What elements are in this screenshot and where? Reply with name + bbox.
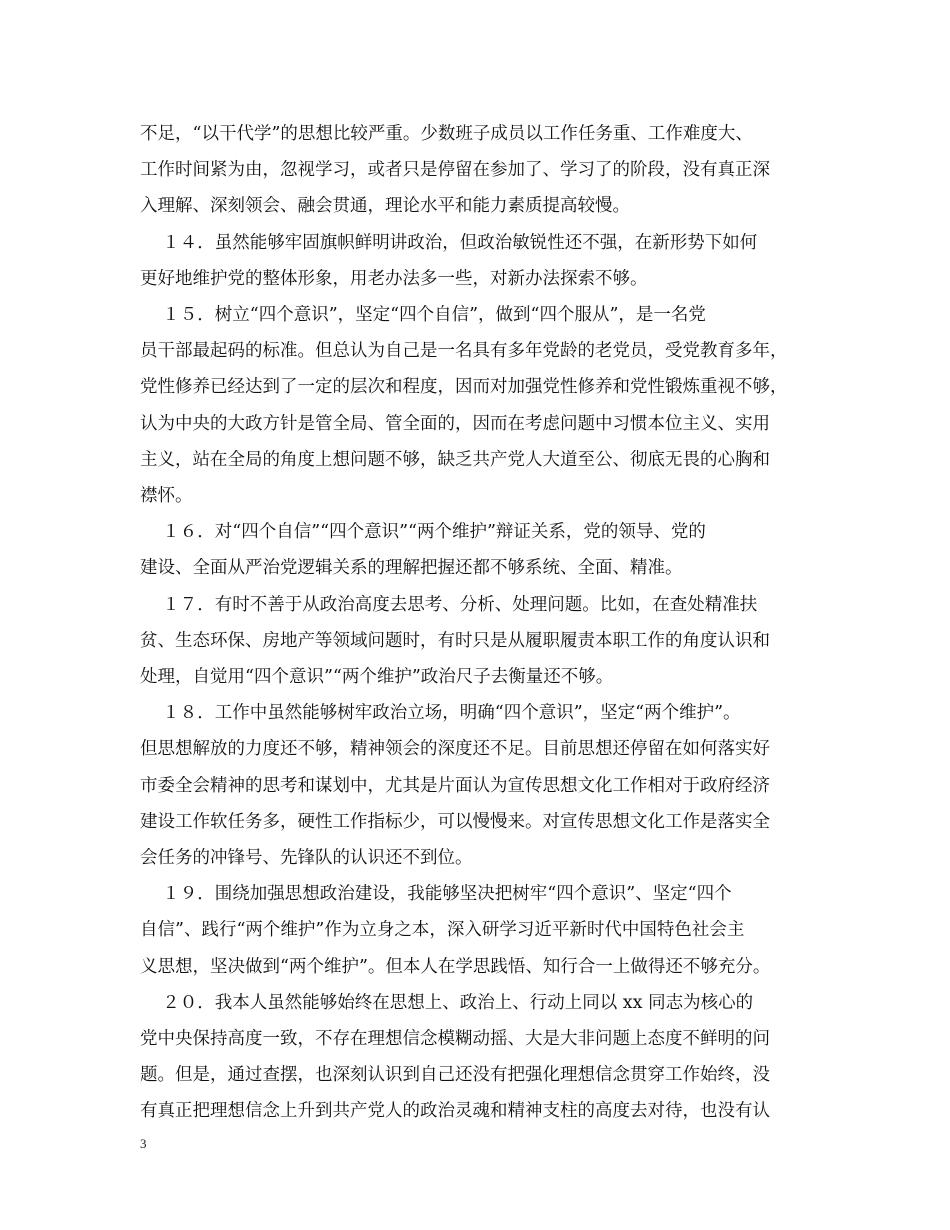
text-line: 市委全会精神的思考和谋划中，尤其是片面认为宣传思想文化工作相对于政府经济 xyxy=(140,775,770,796)
text-line: 员干部最起码的标准。但总认为自己是一名具有多年党龄的老党员，受党教育多年， xyxy=(140,341,788,362)
document-body xyxy=(140,116,816,1130)
text-line: １４．虽然能够牢固旗帜鲜明讲政治，但政治敏锐性还不强，在新形势下如何 xyxy=(140,232,758,253)
text-line: １７．有时不善于从政治高度去思考、分析、处理问题。比如，在查处精准扶 xyxy=(140,594,758,615)
text-line: １５．树立“四个意识”，坚定“四个自信”，做到“四个服从”，是一名党 xyxy=(140,305,706,326)
text-line: 不足，“以干代学”的思想比较严重。少数班子成员以工作任务重、工作难度大、 xyxy=(140,124,753,144)
text-line: 入理解、深刻领会、融会贯通，理论水平和能力素质提高较慢。 xyxy=(140,196,630,217)
text-line: １９．围绕加强思想政治建设，我能够坚决把树牢“四个意识”、坚定“四个 xyxy=(140,884,732,905)
text-line: 但思想解放的力度还不够，精神领会的深度还不足。目前思想还停留在如何落实好 xyxy=(140,739,770,760)
text-line: 工作时间紧为由，忽视学习，或者只是停留在参加了、学习了的阶段，没有真正深 xyxy=(140,160,770,181)
text-line: 会任务的冲锋号、先锋队的认识还不到位。 xyxy=(140,848,473,869)
text-line: 认为中央的大政方针是管全局、管全面的，因而在考虑问题中习惯本位主义、实用 xyxy=(140,413,770,434)
page-number: 3 xyxy=(140,1136,147,1151)
text-line: 党性修养已经达到了一定的层次和程度，因而对加强党性修养和党性锻炼重视不够， xyxy=(140,377,788,398)
text-line: 襟怀。 xyxy=(140,486,193,507)
text-line: 贫、生态环保、房地产等领域问题时，有时只是从履职履责本职工作的角度认识和 xyxy=(140,630,770,651)
text-line: 主义，站在全局的角度上想问题不够，缺乏共产党人大道至公、彻底无畏的心胸和 xyxy=(140,449,770,470)
text-line: 处理，自觉用“四个意识”“两个维护”政治尺子去衡量还不够。 xyxy=(140,667,614,688)
text-line: ２０．我本人虽然能够始终在思想上、政治上、行动上同以 xx 同志为核心的 xyxy=(140,992,754,1013)
text-line: 自信”、践行“两个维护”作为立身之本，深入研学习近平新时代中国特色社会主 xyxy=(140,920,745,941)
text-line: 题。但是，通过查摆，也深刻认识到自己还没有把强化理想信念贯穿工作始终，没 xyxy=(140,1065,770,1086)
text-line: 有真正把理想信念上升到共产党人的政治灵魂和精神支柱的高度去对待，也没有认 xyxy=(140,1101,770,1122)
text-line: 建设、全面从严治党逻辑关系的理解把握还都不够系统、全面、精准。 xyxy=(140,558,683,579)
text-line: 更好地维护党的整体形象，用老办法多一些，对新办法探索不够。 xyxy=(140,268,648,289)
text-line: 党中央保持高度一致，不存在理想信念模糊动摇、大是大非问题上态度不鲜明的问 xyxy=(140,1029,770,1050)
text-line: 义思想，坚决做到“两个维护”。但本人在学思践悟、知行合一上做得还不够充分。 xyxy=(140,956,771,977)
text-line: １８．工作中虽然能够树牢政治立场，明确“四个意识”，坚定“两个维护”。 xyxy=(140,703,741,724)
text-line: 建设工作软任务多，硬性工作指标少，可以慢慢来。对宣传思想文化工作是落实全 xyxy=(140,811,770,832)
text-line: １６．对“四个自信”“四个意识”“两个维护”辩证关系，党的领导、党的 xyxy=(140,522,706,543)
